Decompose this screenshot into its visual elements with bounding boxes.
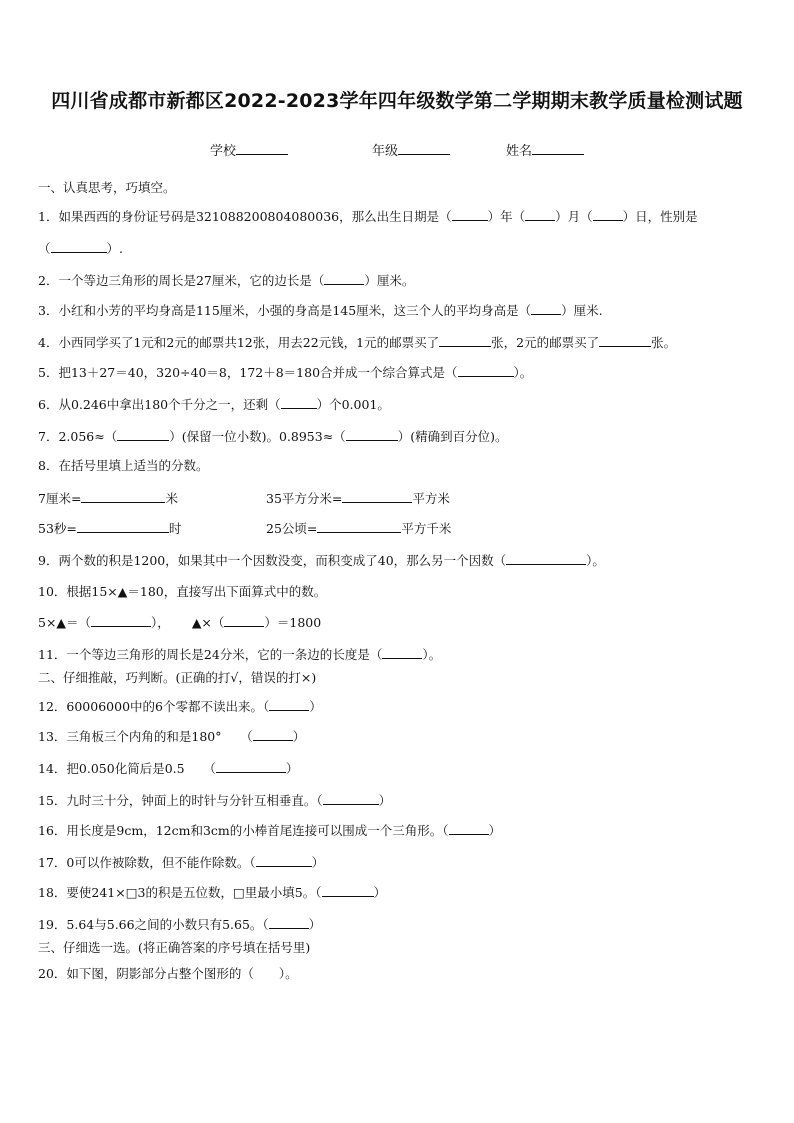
answer-blank[interactable] <box>81 490 165 503</box>
question-8: 8．在括号里填上适当的分数。 <box>38 458 209 473</box>
question-14: 14．把0.050化简后是0.5 （ ） <box>38 761 299 776</box>
question-10: 10．根据15×▲＝180，直接写出下面算式中的数。 <box>38 584 327 599</box>
question-18: 18．要使241×□3的积是五位数，□里最小填5。（ ） <box>38 885 387 900</box>
question-20: 20．如下图，阴影部分占整个图形的（ ）。 <box>38 966 298 981</box>
answer-blank[interactable] <box>323 792 379 805</box>
question-8-a: 7厘米= 米 <box>38 491 178 506</box>
answer-blank[interactable] <box>382 646 422 659</box>
question-19: 19．5.64与5.66之间的小数只有5.65。（ ） <box>38 917 322 932</box>
question-16: 16．用长度是9cm，12cm和3cm的小棒首尾连接可以围成一个三角形。（ ） <box>38 823 502 838</box>
question-6: 6．从0.246中拿出180个千分之一，还剩（ ）个0.001。 <box>38 397 390 412</box>
question-5: 5．把13＋27＝40，320÷40＝8，172＋8＝180合并成一个综合算式是（ ）。 <box>38 365 533 380</box>
answer-blank[interactable] <box>599 334 651 347</box>
section-2-heading: 二、仔细推敲，巧判断。(正确的打√，错误的打×) <box>38 670 317 685</box>
answer-blank[interactable] <box>269 698 309 711</box>
answer-blank[interactable] <box>531 302 561 315</box>
question-15: 15．九时三十分，钟面上的时针与分针互相垂直。（ ） <box>38 793 392 808</box>
answer-blank[interactable] <box>269 916 309 929</box>
name-blank[interactable] <box>532 142 584 155</box>
question-9: 9．两个数的积是1200，如果其中一个因数没变，而积变成了40，那么另一个因数（ ）。 <box>38 553 605 568</box>
school-field <box>210 140 288 159</box>
answer-blank[interactable] <box>452 208 488 221</box>
question-1: 1．如果西西的身份证号码是321088200804080036，那么出生日期是（ ）年（ ）月（ ）日，性别是 <box>38 209 698 224</box>
answer-blank[interactable] <box>506 552 586 565</box>
answer-blank[interactable] <box>525 208 555 221</box>
question-13: 13．三角板三个内角的和是180° （ ） <box>38 729 306 744</box>
question-3: 3．小红和小芳的平均身高是115厘米，小强的身高是145厘米，这三个人的平均身高是（ ）厘米. <box>38 303 603 318</box>
answer-blank[interactable] <box>256 854 312 867</box>
answer-blank[interactable] <box>281 396 317 409</box>
answer-blank[interactable] <box>317 520 401 533</box>
grade-blank[interactable] <box>398 142 450 155</box>
school-label: 学校 <box>210 144 237 159</box>
question-11: 11．一个等边三角形的周长是24分米，它的一条边的长度是（ ）。 <box>38 647 442 662</box>
answer-blank[interactable] <box>342 490 412 503</box>
answer-blank[interactable] <box>439 334 491 347</box>
answer-blank[interactable] <box>51 240 107 253</box>
section-1-heading: 一、认真思考，巧填空。 <box>38 180 176 195</box>
answer-blank[interactable] <box>346 428 398 441</box>
question-2: 2．一个等边三角形的周长是27厘米，它的边长是（ ）厘米。 <box>38 273 415 288</box>
question-7: 7．2.056≈（ ）(保留一位小数)。0.8953≈（ ）(精确到百分位)。 <box>38 429 508 444</box>
question-8-c: 53秒= 时 <box>38 521 182 536</box>
question-10-items: 5×▲＝（ ）， ▲×（ ）＝1800 <box>38 615 322 630</box>
question-8-b: 35平方分米= 平方米 <box>266 491 450 506</box>
answer-blank[interactable] <box>117 428 169 441</box>
question-1-cont: （ ）. <box>38 241 123 256</box>
name-field <box>506 140 584 159</box>
question-17: 17．0可以作被除数，但不能作除数。（ ） <box>38 855 325 870</box>
section-3-heading: 三、仔细选一选。(将正确答案的序号填在括号里) <box>38 940 311 955</box>
question-4: 4．小西同学买了1元和2元的邮票共12张，用去22元钱，1元的邮票买了 张，2元的邮票买了 张。 <box>38 335 677 350</box>
school-blank[interactable] <box>236 142 288 155</box>
answer-blank[interactable] <box>593 208 623 221</box>
page-title: 四川省成都市新都区2022-2023学年四年级数学第二学期期末教学质量检测试题 <box>51 90 743 112</box>
answer-blank[interactable] <box>224 614 264 627</box>
grade-label: 年级 <box>372 144 399 159</box>
grade-field <box>372 140 450 159</box>
answer-blank[interactable] <box>216 760 286 773</box>
question-12: 12．60006000中的6个零都不读出来。（ ） <box>38 699 322 714</box>
answer-blank[interactable] <box>253 728 293 741</box>
answer-blank[interactable] <box>77 520 169 533</box>
answer-blank[interactable] <box>322 884 374 897</box>
answer-blank[interactable] <box>324 272 364 285</box>
question-8-d: 25公顷= 平方千米 <box>266 521 452 536</box>
answer-blank[interactable] <box>449 822 489 835</box>
name-label: 姓名 <box>506 144 533 159</box>
answer-blank[interactable] <box>458 364 514 377</box>
answer-blank[interactable] <box>91 614 151 627</box>
